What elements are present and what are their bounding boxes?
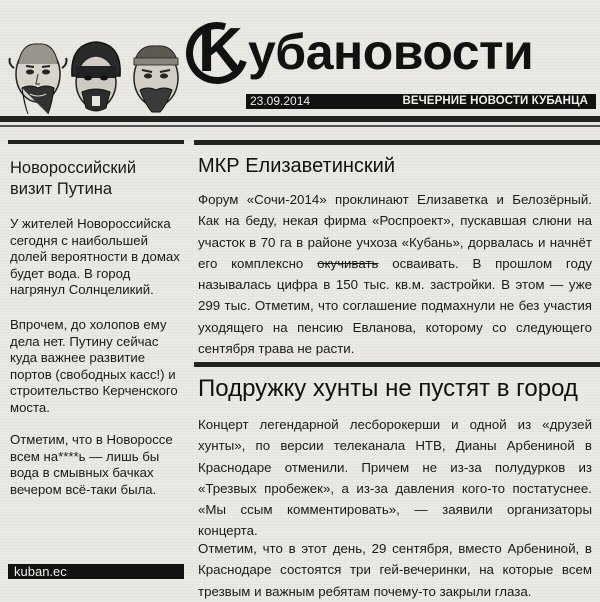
sidebar-top-rule [8, 140, 184, 144]
masthead-rule-thin [0, 125, 600, 127]
article-1-text: Форум «Сочи-2014» проклинают Елизаветка и Белозёрный. Как на беду, некая фирма «Роспроект», пускавшая слюни на участок в 70 га в районе учхоза «Кубань», дорвалась и начнёт его комплексно [198, 192, 592, 271]
caricature-faces-illustration [8, 34, 190, 124]
article-1-body [198, 189, 592, 359]
masthead-rule [0, 116, 600, 122]
sidebar-paragraph: У жителей Новороссийска сегодня с наибольшей долей вероятности в домах будет вода. В город нагрянул Солнцеликий. [10, 216, 180, 297]
issue-date: 23.09.2014 [250, 94, 311, 108]
article-2-body: Концерт легендарной лесборокерши и одной из «друзей хунты», по версии телеканала НТВ, Дианы Арбениной в Краснодаре отменили. Причем не из-за полудурков из «Трезвых пробежек», а из-за давления кого-то постатуснее. «Мы ссым комментировать», — заявили организаторы концерта. [198, 417, 592, 539]
face-3-icon [134, 46, 178, 112]
article-2-headline[interactable]: Подружку хунты не пустят в город [198, 375, 578, 402]
article-2-top-rule [194, 362, 600, 367]
site-url-link[interactable]: kuban.ec [8, 564, 184, 579]
face-1-icon [10, 44, 67, 114]
sidebar-headline[interactable]: Новороссийский визит Путина [10, 159, 137, 198]
tagline-bar: ВЕЧЕРНИЕ НОВОСТИ КУБАНЦА [246, 94, 596, 109]
site-logo[interactable] [186, 8, 596, 98]
sidebar-paragraph: Отметим, что в Новороссе всем на****ь — лишь бы вода в смывных бачках вечером всё-таки была. [10, 432, 173, 497]
face-2-icon [72, 42, 120, 111]
struck-word: окучивать [317, 255, 379, 271]
article-1-headline[interactable]: МКР Елизаветинский [198, 155, 396, 177]
sidebar [0, 140, 190, 600]
logo-wordmark: убановости [248, 24, 534, 80]
article-1-text-end: осваивать. В прошлом году называлась цифра в 150 тыс. кв.м. застройки. В этом — уже 299 тыс. Отметим, что соглашение подмахнули не без участия уходящего на пенсию Евланова, которому со следующего сентября трава не расти. [198, 255, 593, 357]
sidebar-paragraph: Впрочем, до холопов ему дела нет. Путину сейчас куда важнее развитие портов (свободных касс!) и строительство Керченского моста. [10, 317, 178, 415]
article-1-top-rule [194, 140, 600, 145]
article-2-body-continued: Отметим, что в этот день, 29 сентября, вместо Арбениной, в Краснодаре состоятся три гей-вечеринки, на которые всем трезвым и важным ребятам почему-то закрыли глаза. [198, 541, 592, 599]
masthead [0, 0, 600, 130]
logo-letter: K [198, 16, 241, 85]
